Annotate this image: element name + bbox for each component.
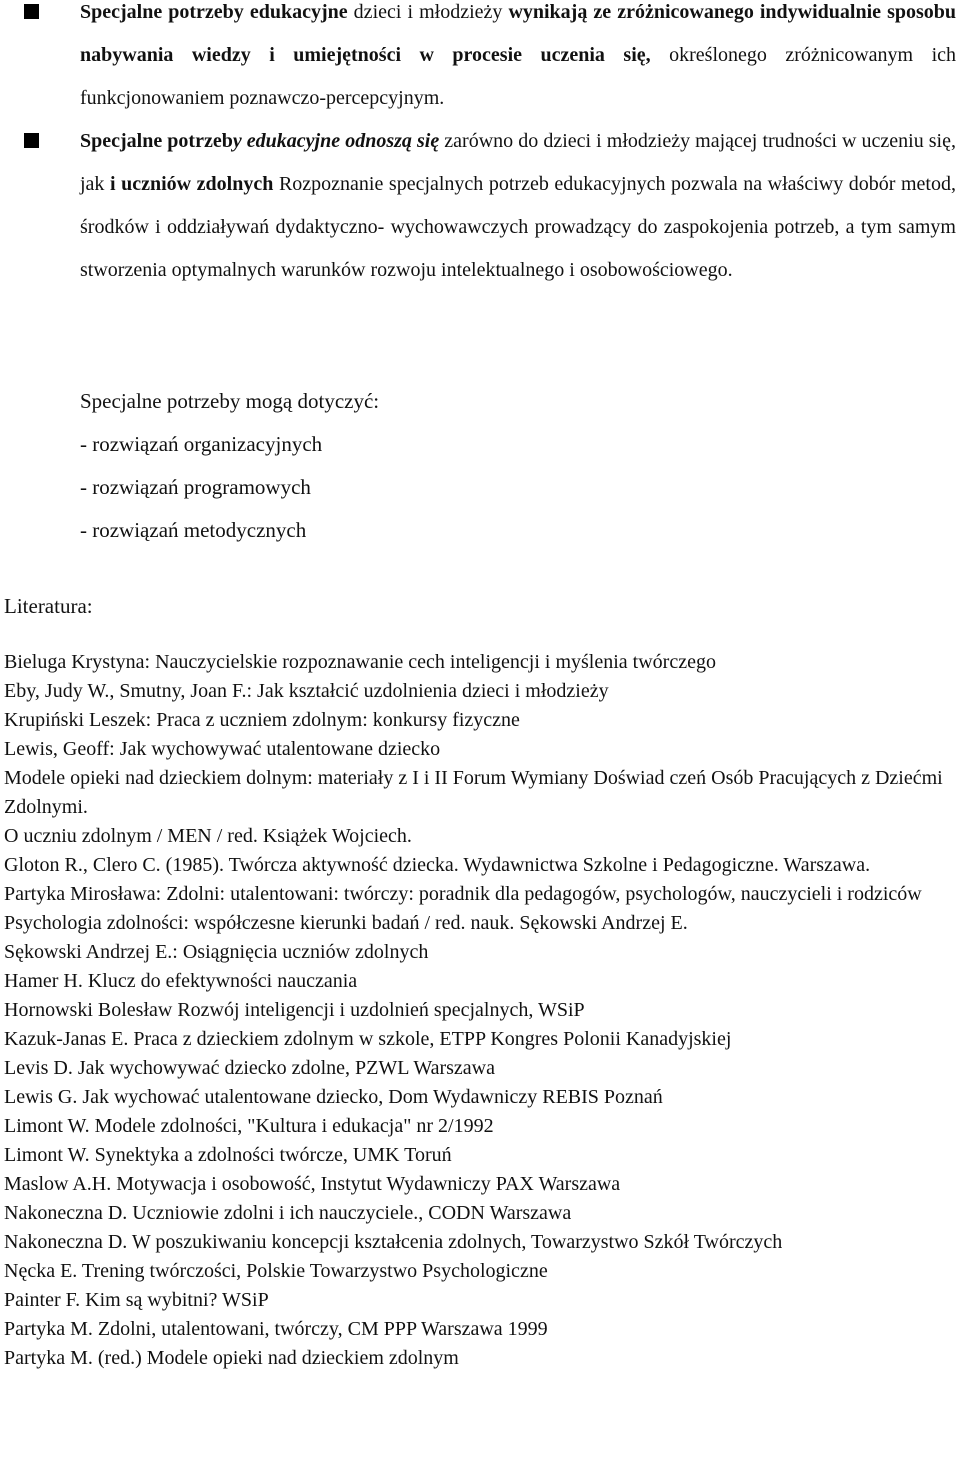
- literature-item: Bieluga Krystyna: Nauczycielskie rozpoznawanie cech inteligencji i myślenia twórczego: [4, 651, 716, 673]
- square-bullet-icon: [24, 133, 39, 148]
- literature-item: Hamer H. Klucz do efektywności nauczania: [4, 970, 358, 992]
- intro-1-text-end: określonego zróżnicowanym ich funkcjonowaniem poznawczo-percepcyjnym.: [80, 44, 956, 109]
- intro-2-text: zarówno do dzieci i młodzieży mającej trudności w uczeniu się, jak: [80, 130, 956, 195]
- literature-item: Limont W. Modele zdolności, "Kultura i edukacja" nr 2/1992: [4, 1115, 494, 1137]
- literature-item: Lewis G. Jak wychować utalentowane dziecko, Dom Wydawniczy REBIS Poznań: [4, 1086, 663, 1108]
- literature-item: Maslow A.H. Motywacja i osobowość, Instytut Wydawniczy PAX Warszawa: [4, 1173, 621, 1195]
- literature-item: O uczniu zdolnym / MEN / red. Książek Wojciech.: [4, 825, 412, 847]
- needs-heading: Specjalne potrzeby mogą dotyczyć:: [80, 389, 380, 413]
- literature-item: Kazuk-Janas E. Praca z dzieckiem zdolnym w szkole, ETPP Kongres Polonii Kanadyjskiej: [4, 1028, 732, 1050]
- intro-2-text-end: Rozpoznanie specjalnych potrzeb edukacyjnych pozwala na właściwy dobór metod, środków i oddziaływań dydaktyczno- wychowawczych prowadzący do zaspokojenia potrzeb, a tym samym stworzenia optymalnych warunków rozwoju intelektualnego i osobowościowego.: [80, 173, 956, 281]
- literature-list: [4, 648, 954, 1373]
- needs-item: - rozwiązań organizacyjnych: [80, 432, 323, 456]
- literature-item: Modele opieki nad dzieckiem dolnym: materiały z I i II Forum Wymiany Doświad czeń Osób Pracujących z Dziećmi Zdolnymi.: [4, 767, 943, 818]
- literature-item: Eby, Judy W., Smutny, Joan F.: Jak kształcić uzdolnienia dzieci i młodzieży: [4, 680, 609, 702]
- intro-2-bold-italic: y edukacyjne odnoszą się: [232, 130, 440, 152]
- literature-item: Krupiński Leszek: Praca z uczniem zdolnym: konkursy fizyczne: [4, 709, 520, 731]
- literature-item: Psychologia zdolności: współczesne kierunki badań / red. nauk. Sękowski Andrzej E.: [4, 912, 688, 934]
- literature-item: Gloton R., Clero C. (1985). Twórcza aktywność dziecka. Wydawnictwa Szkolne i Pedagogiczne. Warszawa.: [4, 854, 871, 876]
- intro-2-bold-start: Specjalne potrzeb: [80, 130, 233, 152]
- intro-2-bold-students: i uczniów zdolnych: [110, 173, 274, 195]
- intro-paragraph-1: [80, 0, 956, 120]
- literature-item: Nakoneczna D. Uczniowie zdolni i ich nauczyciele., CODN Warszawa: [4, 1202, 572, 1224]
- literature-item: Partyka Mirosława: Zdolni: utalentowani: twórczy: poradnik dla pedagogów, psychologów, nauczycieli i rodziców: [4, 883, 922, 905]
- literature-heading: Literatura:: [4, 594, 93, 618]
- intro-1-bold-mid: wynikają ze zróżnicowanego indywidualnie sposobu nabywania wiedzy i umiejętności w procesie uczenia się,: [80, 1, 957, 66]
- needs-item: - rozwiązań metodycznych: [80, 518, 307, 542]
- intro-paragraph-2: [80, 120, 956, 292]
- square-bullet-icon: [24, 4, 39, 19]
- literature-item: Sękowski Andrzej E.: Osiągnięcia uczniów zdolnych: [4, 941, 429, 963]
- needs-section: [80, 380, 379, 552]
- literature-item: Partyka M. Zdolni, utalentowani, twórczy, CM PPP Warszawa 1999: [4, 1318, 548, 1340]
- intro-1-text: dzieci i młodzieży: [347, 1, 509, 23]
- literature-item: Nęcka E. Trening twórczości, Polskie Towarzystwo Psychologiczne: [4, 1260, 548, 1282]
- literature-item: Partyka M. (red.) Modele opieki nad dzieckiem zdolnym: [4, 1347, 459, 1369]
- literature-item: Limont W. Synektyka a zdolności twórcze, UMK Toruń: [4, 1144, 452, 1166]
- literature-item: Nakoneczna D. W poszukiwaniu koncepcji kształcenia zdolnych, Towarzystwo Szkół Twórczych: [4, 1231, 783, 1253]
- literature-item: Lewis, Geoff: Jak wychowywać utalentowane dziecko: [4, 738, 441, 760]
- literature-item: Levis D. Jak wychowywać dziecko zdolne, PZWL Warszawa: [4, 1057, 495, 1079]
- needs-item: - rozwiązań programowych: [80, 475, 311, 499]
- literature-item: Painter F. Kim są wybitni? WSiP: [4, 1289, 269, 1311]
- intro-1-bold-start: Specjalne potrzeby edukacyjne: [80, 1, 348, 23]
- literature-item: Hornowski Bolesław Rozwój inteligencji i uzdolnień specjalnych, WSiP: [4, 999, 585, 1021]
